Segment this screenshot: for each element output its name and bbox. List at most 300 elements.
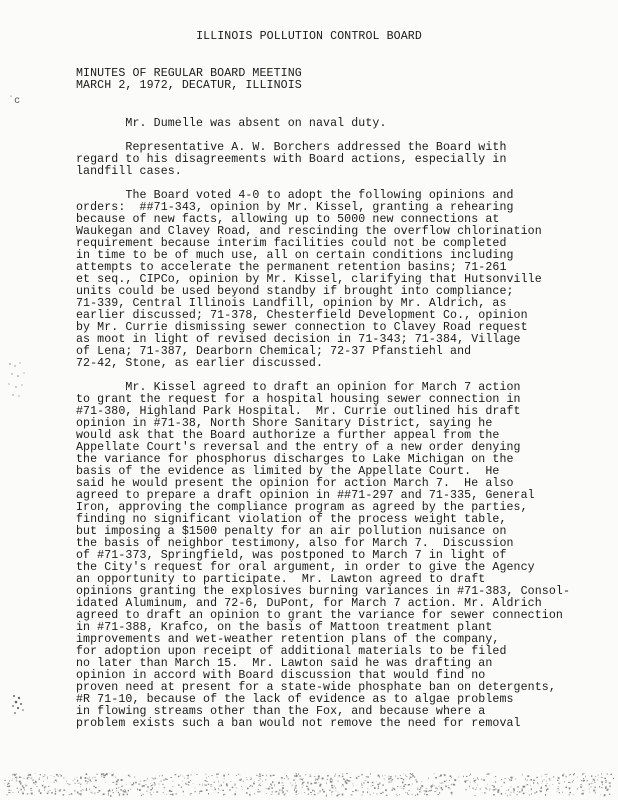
noise-speck [27,793,29,794]
text-line: opinion in accord with Board discussion that would find no [76,669,486,682]
noise-speck [287,790,288,791]
noise-speck [494,789,496,790]
noise-speck [206,781,208,782]
noise-speck [161,781,162,782]
noise-speck [511,780,513,782]
noise-speck [508,789,509,790]
noise-speck [320,784,322,785]
noise-speck [60,789,62,790]
noise-speck [580,786,582,788]
noise-speck [385,775,386,776]
noise-speck [253,783,255,785]
noise-speck [573,780,574,781]
noise-speck [557,780,558,781]
noise-speck [16,780,17,781]
noise-speck [55,780,57,781]
noise-speck [120,787,121,788]
noise-speck [86,788,87,789]
noise-speck [150,783,151,784]
text-line: #R 71-10, because of the lack of evidence as to algae problems [76,693,514,706]
text-line: Representative A. W. Borchers addressed the Board with [76,141,507,154]
noise-speck [296,790,297,791]
noise-speck [20,783,21,785]
noise-speck [153,792,154,793]
noise-speck [355,790,357,792]
noise-speck [77,792,79,794]
noise-speck [239,779,241,781]
noise-speck [378,788,380,789]
noise-speck [94,786,95,787]
noise-speck [559,790,560,791]
noise-speck [110,790,111,792]
noise-speck [137,789,138,791]
noise-speck [466,780,467,781]
noise-speck [63,778,65,779]
noise-speck [216,773,217,775]
noise-speck [92,778,93,779]
noise-speck [302,787,303,788]
noise-speck [224,781,225,783]
noise-speck [597,779,598,780]
noise-speck [342,776,343,777]
noise-speck [284,793,286,794]
noise-speck [546,777,547,778]
noise-speck [527,779,528,781]
noise-speck [338,780,339,782]
noise-speck [431,785,433,787]
text-line: Mr. Dumelle was absent on naval duty. [76,117,387,130]
noise-speck [597,775,599,776]
noise-speck [399,794,400,795]
noise-speck [573,774,574,775]
noise-speck [390,776,392,777]
noise-speck [199,784,200,785]
noise-speck [545,794,546,796]
noise-speck [346,773,348,774]
noise-speck [278,792,279,793]
noise-speck [268,788,270,790]
noise-speck [162,784,163,785]
noise-speck [564,774,565,775]
noise-speck [112,774,114,776]
noise-speck [242,790,243,791]
noise-speck [416,781,417,783]
noise-speck [304,792,305,793]
noise-speck [326,795,327,797]
noise-speck [501,793,503,795]
noise-speck [39,779,40,780]
noise-speck [539,791,540,792]
noise-speck [23,787,25,788]
noise-speck [211,775,213,776]
noise-speck [281,777,283,779]
noise-speck [409,784,410,785]
noise-speck [331,787,333,788]
noise-speck [405,784,406,785]
noise-speck [470,774,471,775]
noise-speck [517,786,518,788]
noise-speck [270,784,272,785]
noise-speck [262,781,263,782]
noise-speck [186,775,188,776]
noise-speck [391,780,393,781]
text-line: the City's request for oral argument, in order to give the Agency [76,561,535,574]
noise-speck [150,793,151,794]
noise-speck [377,784,379,785]
noise-speck [9,785,10,787]
noise-speck [382,775,383,776]
noise-speck [307,782,308,784]
noise-speck [88,779,90,780]
noise-speck [558,783,560,784]
noise-speck [256,775,257,776]
noise-speck [397,786,398,787]
text-line: basis of the evidence as limited by the Appellate Court. He [76,465,500,478]
text-line: opinions granting the explosives burning variances in #71-383, Consol- [76,585,571,598]
noise-speck [282,787,284,789]
noise-speck [402,788,403,789]
noise-speck [282,783,284,784]
noise-speck [173,786,174,788]
noise-speck [26,785,27,786]
text-line: #71-380, Highland Park Hospital. Mr. Currie outlined his draft [76,405,521,418]
noise-speck [301,779,303,780]
noise-speck [441,783,442,785]
noise-speck [385,789,387,791]
noise-speck [272,787,273,789]
noise-speck [199,793,200,794]
noise-speck [318,776,320,778]
noise-speck [302,784,303,786]
noise-speck [95,777,96,778]
noise-speck [164,787,166,788]
noise-speck [16,777,17,779]
noise-speck [602,784,603,785]
noise-speck [67,783,69,784]
noise-speck [338,794,339,795]
noise-speck [220,790,221,791]
noise-speck [504,778,506,779]
noise-speck [540,788,542,789]
noise-speck [377,793,378,794]
noise-speck [430,791,431,792]
noise-speck [519,791,521,792]
noise-speck [147,780,148,781]
noise-speck [570,774,571,775]
noise-speck [43,781,44,782]
noise-speck [511,777,513,779]
noise-speck [183,776,184,777]
noise-speck [307,788,308,789]
noise-speck [316,779,318,781]
noise-speck [204,784,205,785]
noise-speck [118,792,119,793]
noise-speck [54,776,55,777]
noise-speck [482,779,483,781]
noise-speck [343,786,344,787]
noise-speck [595,776,596,777]
noise-speck [259,791,260,793]
noise-speck [266,775,267,777]
noise-speck [39,777,40,778]
noise-speck [260,785,262,786]
noise-speck [531,788,532,790]
noise-speck [501,779,502,780]
noise-speck [533,780,535,781]
noise-speck [314,776,316,777]
noise-speck [605,780,607,781]
noise-speck [270,786,271,788]
noise-speck [272,781,273,783]
noise-speck [409,778,410,780]
noise-speck [310,774,311,775]
noise-speck [437,788,438,790]
noise-speck [224,779,225,780]
noise-speck [595,787,596,789]
noise-speck [436,787,437,789]
text-line: problem exists such a ban would not remove the need for removal [76,717,521,730]
noise-speck [609,785,610,787]
noise-speck [95,793,96,794]
noise-speck [32,780,34,781]
noise-speck [389,781,390,783]
noise-speck [243,781,244,782]
text-line: by Mr. Currie dismissing sewer connection to Clavey Road request [76,321,528,334]
noise-speck [228,774,229,775]
noise-speck [569,787,571,789]
noise-speck [362,795,363,796]
noise-speck [426,789,428,790]
noise-speck [565,787,567,789]
noise-speck [477,785,478,786]
noise-speck [87,781,89,782]
noise-speck [75,790,76,792]
noise-speck [595,793,596,794]
noise-speck [331,794,332,795]
noise-speck [214,782,215,783]
noise-speck [155,778,156,780]
noise-speck [12,778,13,779]
noise-speck [358,776,359,777]
noise-speck [9,780,10,782]
noise-speck [90,780,91,782]
noise-speck [322,778,324,780]
noise-speck [367,791,368,793]
noise-speck [222,790,224,791]
noise-speck [258,789,259,790]
scan-edge-noise [0,770,618,798]
minutes-heading-line-2: MARCH 2, 1972, DECATUR, ILLINOIS [76,79,302,92]
noise-speck [13,774,14,776]
noise-speck [362,784,363,786]
noise-speck [536,777,537,778]
noise-speck [393,787,394,789]
noise-speck [441,787,442,789]
noise-speck [605,786,607,788]
noise-speck [164,789,165,790]
noise-speck [165,779,166,780]
noise-speck [16,781,17,782]
noise-speck [35,781,36,783]
noise-speck [435,777,437,778]
noise-speck [378,775,380,777]
noise-speck [175,774,177,775]
noise-speck [303,782,304,783]
noise-speck [206,774,207,776]
noise-speck [402,782,404,784]
noise-speck [153,782,154,783]
noise-speck [266,793,267,794]
noise-speck [12,792,13,793]
text-line: Iron, approving the compliance program as agreed by the parties, [76,501,528,514]
noise-speck [151,794,152,796]
noise-speck [522,790,523,792]
scan-speckle [6,690,28,720]
noise-speck [327,775,329,776]
noise-speck [66,781,67,783]
noise-speck [252,786,253,787]
noise-speck [604,794,606,796]
noise-speck [99,786,100,787]
noise-speck [21,789,22,791]
noise-speck [290,783,291,784]
noise-speck [154,778,155,780]
noise-speck [428,778,429,779]
noise-speck [412,773,413,774]
noise-speck [391,782,393,783]
noise-speck [105,783,106,784]
noise-speck [310,775,311,776]
noise-speck [421,785,423,787]
noise-speck [431,790,432,791]
noise-speck [581,793,582,795]
noise-speck [453,784,454,785]
noise-speck [332,779,333,780]
noise-speck [58,776,60,777]
noise-speck [79,793,80,795]
noise-speck [116,784,118,785]
noise-speck [589,788,590,789]
noise-speck [593,779,595,781]
noise-speck [288,779,290,780]
noise-speck [452,794,453,796]
noise-speck [152,787,153,789]
text-line: of Lena; 71-387, Dearborn Chemical; 72-37 Pfanstiehl and [76,345,472,358]
noise-speck [549,786,550,787]
noise-speck [27,785,28,786]
noise-speck [591,775,592,777]
text-line: but imposing a $1500 penalty for an air pollution nuisance on [76,525,507,538]
noise-speck [182,781,183,782]
noise-speck [400,787,402,788]
noise-speck [205,784,206,786]
noise-speck [97,774,98,775]
noise-speck [262,775,264,776]
noise-speck [76,777,77,778]
noise-speck [113,792,114,793]
noise-speck [266,788,268,789]
noise-speck [221,785,222,787]
noise-speck [162,793,164,794]
noise-speck [434,785,435,787]
noise-speck [279,789,280,791]
noise-speck [540,791,542,793]
noise-speck [363,791,364,793]
noise-speck [466,789,467,791]
noise-speck [508,778,509,779]
noise-speck [215,789,216,791]
noise-speck [130,789,131,790]
noise-speck [226,783,228,785]
text-line: in #71-388, Krafco, on the basis of Mattoon treatment plant [76,621,493,634]
noise-speck [92,793,93,794]
noise-speck [488,773,490,774]
noise-speck [185,783,186,785]
text-line: the basis of neighbor testimony, also for March 7. Discussion [76,537,514,550]
noise-speck [407,794,409,795]
noise-speck [14,774,16,776]
noise-speck [546,789,548,790]
noise-speck [594,782,595,783]
text-line: Waukegan and Clavey Road, and rescinding the overflow chlorination [76,225,542,238]
noise-speck [80,777,82,779]
noise-speck [171,791,173,792]
noise-speck [80,787,81,788]
noise-speck [439,786,440,788]
noise-speck [129,776,130,777]
noise-speck [581,784,582,785]
noise-speck [85,777,87,779]
noise-speck [55,791,56,792]
noise-speck [295,786,296,787]
noise-speck [116,781,118,783]
noise-speck [411,774,413,775]
noise-speck [337,795,338,797]
noise-speck [601,787,602,788]
noise-speck [335,788,336,789]
noise-speck [367,789,368,790]
noise-speck [338,792,339,793]
noise-speck [27,777,28,779]
noise-speck [582,793,583,795]
noise-speck [121,786,123,787]
noise-speck [517,791,518,792]
noise-speck [89,788,90,790]
noise-speck [582,774,583,775]
noise-speck [525,779,526,780]
noise-speck [327,779,328,780]
text-line: said he would present the opinion for action March 7. He also [76,477,514,490]
margin-mark: ˈc [8,96,21,107]
noise-speck [400,775,401,776]
noise-speck [139,789,141,791]
noise-speck [152,778,153,779]
noise-speck [147,778,148,779]
noise-speck [103,775,105,776]
noise-speck [83,789,84,790]
noise-speck [141,795,142,796]
noise-speck [310,792,312,793]
noise-speck [119,794,121,795]
noise-speck [517,794,518,795]
text-line: landfill cases. [76,165,182,178]
noise-speck [572,781,573,782]
noise-speck [118,787,119,788]
noise-speck [401,778,403,779]
noise-speck [607,789,609,790]
noise-speck [557,788,559,789]
noise-speck [415,795,416,796]
